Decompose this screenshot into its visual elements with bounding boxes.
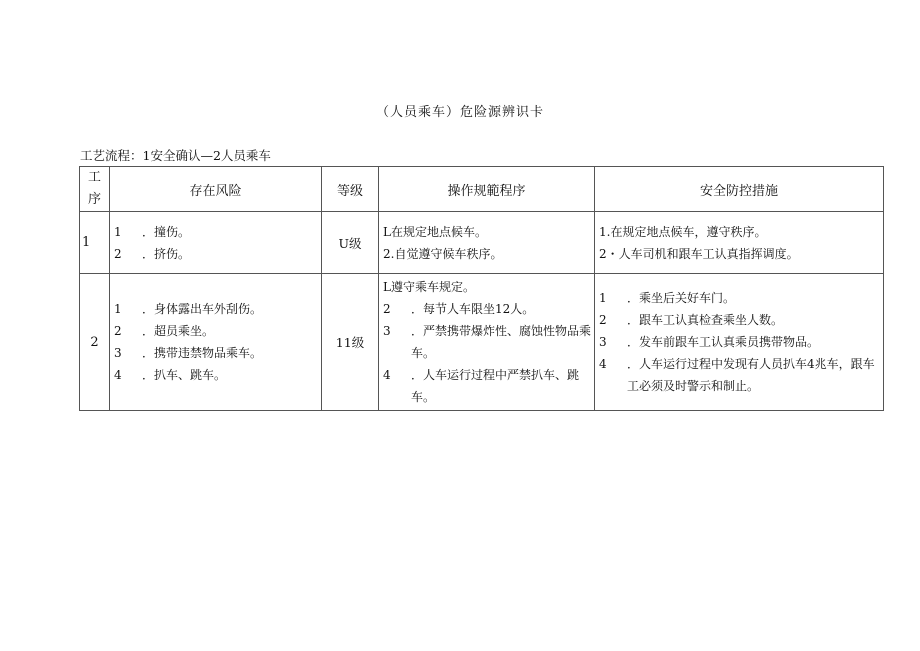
header-risk: 存在风险 bbox=[110, 167, 322, 212]
list-item bbox=[112, 243, 319, 265]
list-item: 2.自觉遵守候车秩序。 bbox=[383, 246, 503, 261]
item-index: 2 bbox=[383, 302, 391, 316]
risk-cell bbox=[110, 212, 322, 274]
measures-cell bbox=[595, 212, 884, 274]
item-text: ．身体露出车外刮伤。 bbox=[142, 302, 263, 316]
item-text: ．人车运行过程中严禁扒车、跳车。 bbox=[411, 368, 580, 404]
row-number: 2 bbox=[80, 274, 110, 411]
item-index: 4 bbox=[599, 357, 607, 371]
table-header-row bbox=[80, 167, 884, 212]
list-item bbox=[112, 221, 319, 243]
header-procedure: 操作规範程序 bbox=[379, 167, 595, 212]
item-index: 4 bbox=[383, 368, 391, 382]
list-item bbox=[112, 320, 319, 342]
hazard-table bbox=[79, 166, 884, 411]
list-item bbox=[112, 364, 319, 386]
grade-cell: 11级 bbox=[322, 274, 379, 411]
item-text: ．跟车工认真检查乘坐人数。 bbox=[627, 313, 784, 327]
item-index: 3 bbox=[114, 346, 122, 360]
item-index: 2 bbox=[114, 246, 122, 261]
table-row bbox=[80, 212, 884, 274]
procedure-cell bbox=[379, 212, 595, 274]
risk-cell bbox=[110, 274, 322, 411]
item-index: 3 bbox=[383, 324, 391, 338]
list-item: L在规定地点候车。 bbox=[383, 224, 487, 239]
item-text: ．携带违禁物品乘车。 bbox=[142, 346, 263, 360]
table-row bbox=[80, 274, 884, 411]
item-index: 1 bbox=[114, 302, 122, 316]
grade-cell: U级 bbox=[322, 212, 379, 274]
list-item: L遵守乘车规定。 bbox=[383, 280, 475, 294]
list-item: 1.在规定地点候车，遵守秩序。 bbox=[599, 224, 767, 239]
item-index: 4 bbox=[114, 368, 122, 382]
item-index: 3 bbox=[599, 335, 607, 349]
procedure-cell bbox=[379, 274, 595, 411]
item-text: ．乘坐后关好车门。 bbox=[627, 291, 736, 305]
item-index: 2 bbox=[114, 324, 122, 338]
item-text: ．撞伤。 bbox=[142, 224, 191, 239]
header-process-line1: 工 bbox=[87, 170, 101, 185]
header-measures: 安全防控措施 bbox=[595, 167, 884, 212]
list-item bbox=[112, 342, 319, 364]
list-item bbox=[381, 320, 592, 364]
header-process bbox=[80, 167, 110, 212]
item-text: ．挤伤。 bbox=[142, 246, 191, 261]
list-item bbox=[112, 298, 319, 320]
list-item bbox=[597, 353, 881, 397]
item-text: ．每节人车限坐12人。 bbox=[411, 302, 535, 316]
list-item bbox=[381, 298, 592, 320]
item-index: 1 bbox=[599, 291, 607, 305]
header-process-line2: 序 bbox=[87, 192, 101, 207]
header-grade: 等级 bbox=[322, 167, 379, 212]
item-text: ．超员乘坐。 bbox=[142, 324, 215, 338]
row-number: 1 bbox=[80, 212, 110, 274]
list-item bbox=[597, 287, 881, 309]
list-item bbox=[381, 364, 592, 408]
item-index: 2 bbox=[599, 313, 607, 327]
list-item bbox=[597, 331, 881, 353]
list-item bbox=[597, 309, 881, 331]
item-text: ．严禁携带爆炸性、腐蚀性物品乘车。 bbox=[411, 324, 592, 360]
item-text: ．人车运行过程中发现有人员扒车4兆车，跟车工必须及时警示和制止。 bbox=[627, 357, 875, 393]
item-text: ．发车前跟车工认真乘员携带物品。 bbox=[627, 335, 820, 349]
process-flow: 工艺流程：1安全确认—2人员乘车 bbox=[80, 148, 271, 163]
measures-cell bbox=[595, 274, 884, 411]
item-index: 1 bbox=[114, 224, 122, 239]
item-text: ．扒车、跳车。 bbox=[142, 368, 227, 382]
list-item: 2・人车司机和跟车工认真指挥调度。 bbox=[599, 246, 799, 261]
page-title: （人员乘车）危险源辨识卡 bbox=[375, 105, 544, 120]
